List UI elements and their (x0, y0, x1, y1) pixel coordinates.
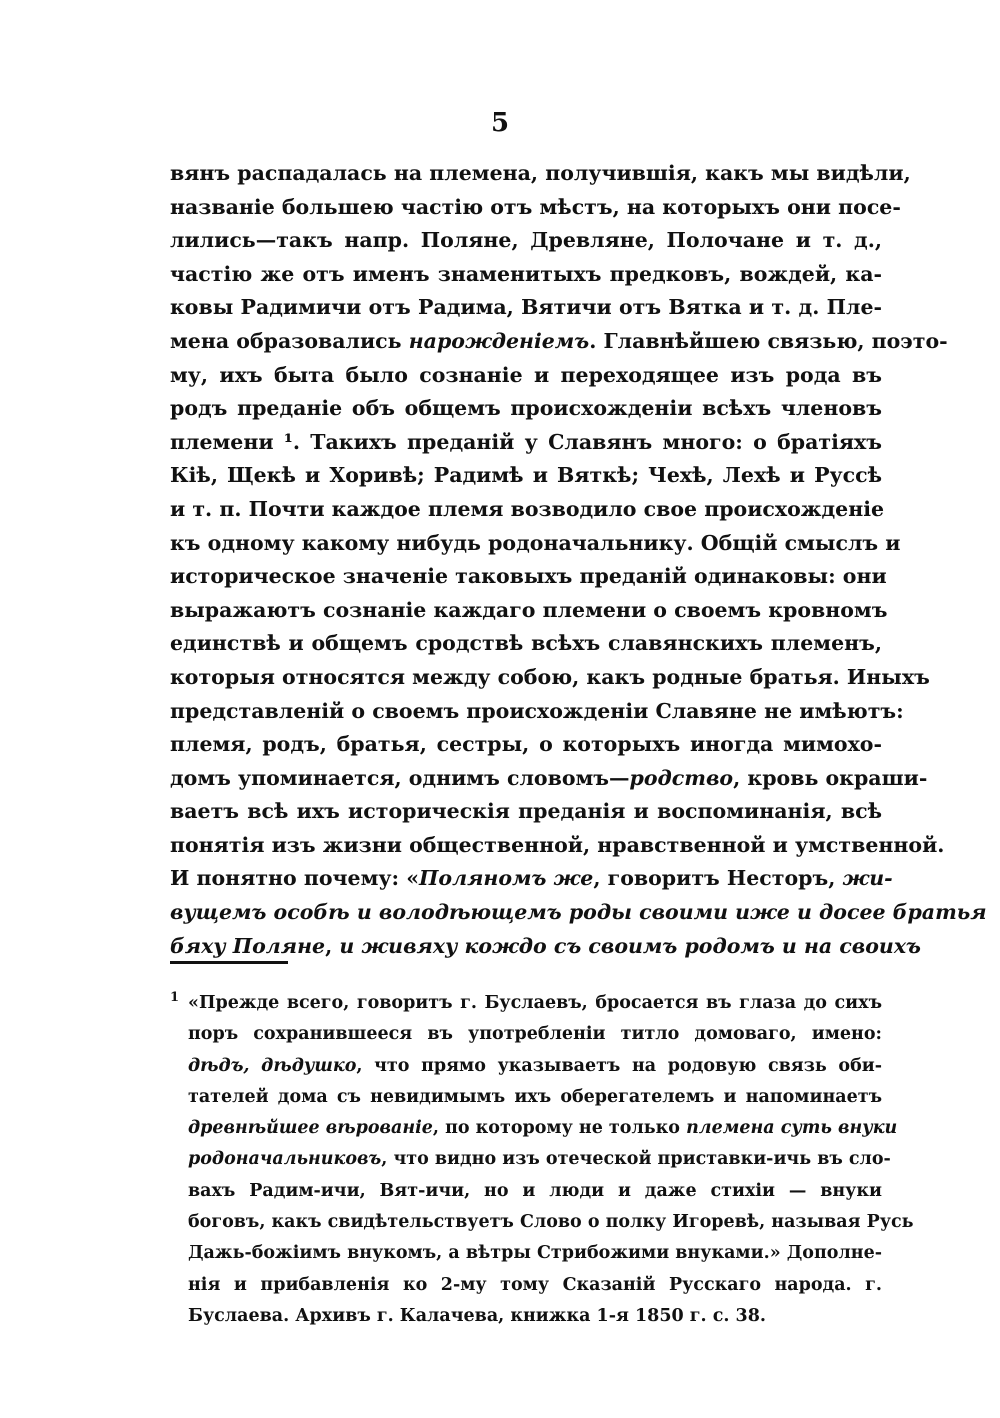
text-run: понятія изъ жизни общественной, нравственной и умственной. (170, 832, 945, 857)
text-run: къ одному какому нибудь родоначальнику. Общій смыслъ и (170, 530, 901, 555)
text-line (170, 560, 887, 594)
footnote-marker: 1 (170, 990, 180, 1005)
footnote-divider (170, 961, 288, 964)
text-run: нія и прибавленія ко 2-му тому Сказаній Русскаго народа. г. (188, 1274, 882, 1295)
text-run: выражаютъ сознаніе каждаго племени о своемъ кровномъ (170, 597, 888, 622)
text-run: И понятно почему: « (170, 866, 420, 891)
footnote-line (170, 1082, 882, 1113)
text-line (170, 291, 882, 325)
text-line (170, 594, 888, 628)
footnote-line (170, 1270, 882, 1301)
italic-text: Поляномъ же (419, 866, 594, 891)
text-run: , (325, 933, 340, 958)
text-run: вянъ распадалась на племена, получившія, какъ мы видѣли, (170, 161, 911, 185)
text-line (170, 258, 882, 292)
text-line (170, 896, 987, 930)
text-run: му, ихъ быта было сознаніе и переходящее изъ рода въ (170, 362, 882, 387)
text-run: ваетъ всѣ ихъ историческія преданія и воспоминанія, всѣ (170, 799, 882, 824)
italic-text: бяху Поляне (170, 933, 326, 958)
text-line (170, 426, 882, 460)
text-line (170, 728, 882, 762)
footnote (170, 988, 914, 1332)
footnote-line (170, 1113, 898, 1144)
italic-text: дѣдъ, дѣдушко (188, 1055, 357, 1076)
footnote-line (170, 1019, 882, 1050)
text-run: племени ¹. Такихъ преданій у Славянъ много: о братіяхъ (170, 429, 882, 454)
footnote-line (170, 1176, 882, 1207)
footnote-line (170, 1207, 914, 1238)
text-run: , что прямо указываетъ на родовую связь оби- (356, 1055, 882, 1076)
text-line (170, 862, 893, 896)
text-run: , что видно изъ отеческой приставки-ичь въ сло- (381, 1149, 891, 1170)
text-run: . Главнѣйшею связью, поэто- (589, 328, 948, 353)
footnote-line (170, 1051, 882, 1082)
text-line (170, 762, 928, 796)
body-text (170, 157, 987, 963)
text-run: единствѣ и общемъ сродствѣ всѣхъ славянскихъ племенъ, (170, 631, 882, 656)
text-run: частію же отъ именъ знаменитыхъ предковъ, вождей, ка- (170, 261, 882, 286)
text-run: Кіѣ, Щекѣ и Хоривѣ; Радимѣ и Вяткѣ; Чехѣ, Лехѣ и Руссѣ (170, 463, 882, 488)
text-line (170, 795, 882, 829)
text-run: , по которому не только (432, 1118, 687, 1139)
text-run: , кровь окраши- (733, 765, 928, 790)
text-run: боговъ, какъ свидѣтельствуетъ Слово о полку Игоревѣ, называя Русь (188, 1212, 914, 1233)
text-run: представленій о своемъ происхожденіи Славяне не имѣютъ: (170, 698, 904, 723)
text-run: домъ упоминается, однимъ словомъ— (170, 765, 630, 790)
text-line (170, 359, 882, 393)
text-run: историческое значеніе таковыхъ преданій одинаковы: они (170, 564, 887, 589)
italic-text: и живяху кождо съ своимъ родомъ и на своихъ (339, 933, 921, 958)
text-run: племя, родъ, братья, сестры, о которыхъ иногда мимохо- (170, 732, 882, 757)
text-run: Дажь-божіимъ внукомъ, а вѣтры Стрибожими внуками.» Дополне- (188, 1243, 882, 1264)
text-line (170, 829, 945, 863)
text-line (170, 392, 882, 426)
text-run: лились—такъ напр. Поляне, Древляне, Полочане и т. д., (170, 228, 882, 253)
italic-text: племена суть внуки (686, 1118, 898, 1139)
text-line (170, 191, 901, 225)
footnote-line (170, 1238, 882, 1269)
italic-text: нарожденіемъ (408, 328, 590, 353)
text-run: и т. п. Почти каждое племя возводило свое происхожденіе (170, 496, 885, 521)
italic-text: родоначальниковъ (188, 1149, 382, 1170)
text-line (170, 661, 930, 695)
text-line (170, 157, 911, 191)
text-line (170, 527, 901, 561)
text-line (170, 930, 921, 964)
text-line (170, 493, 885, 527)
text-line (170, 627, 882, 661)
text-run: которыя относятся между собою, какъ родные братья. Иныхъ (170, 664, 930, 689)
text-run: поръ сохранившееся въ употребленіи титло домоваго, имено: (188, 1024, 882, 1045)
text-run: мена образовались (170, 328, 409, 353)
text-line (170, 224, 882, 258)
footnote-line (170, 1144, 891, 1175)
text-run: «Прежде всего, говоритъ г. Буслаевъ, бросается въ глаза до сихъ (188, 993, 882, 1013)
text-run: родъ преданіе объ общемъ происхожденіи всѣхъ членовъ (170, 396, 882, 421)
text-line (170, 325, 948, 359)
italic-text: жи- (842, 866, 893, 891)
text-run: названіе большею частію отъ мѣстъ, на которыхъ они посе- (170, 194, 901, 219)
text-run: , говоритъ Несторъ, (593, 866, 843, 891)
footnote-line (170, 1301, 882, 1332)
italic-text: родство (629, 765, 734, 790)
text-run: вахъ Радим-ичи, Вят-ичи, но и люди и даже стихіи — внуки (188, 1180, 882, 1201)
text-run: ковы Радимичи отъ Радима, Вятичи отъ Вятка и т. д. Пле- (170, 295, 882, 320)
footnote-text (170, 988, 914, 1332)
footnote-line (170, 988, 882, 1019)
page-number: 5 (490, 108, 510, 138)
text-run: Буслаева. Архивъ г. Калачева, книжка 1-я 1850 г. с. 38. (188, 1305, 766, 1326)
italic-text: вущемъ особѣ и володѣющемъ роды своими иже и досее братья (170, 900, 987, 925)
text-run: тателей дома съ невидимымъ ихъ оберегателемъ и напоминаетъ (188, 1086, 882, 1107)
italic-text: древнѣйшее вѣрованіе (188, 1118, 433, 1139)
text-line (170, 695, 904, 729)
text-line (170, 459, 882, 493)
